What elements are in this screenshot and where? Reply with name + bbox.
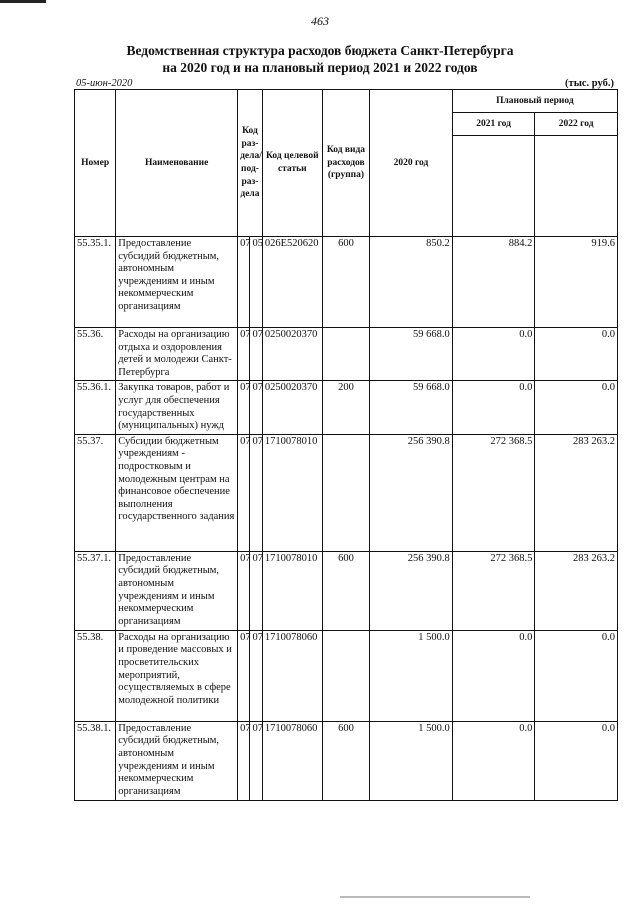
table-row <box>75 328 618 381</box>
header-expense-type-code: Код вида расходов (группа) <box>322 90 369 237</box>
row-target-code: 0250020370 <box>262 328 322 381</box>
row-subsection: 07 <box>250 328 262 381</box>
row-subsection: 07 <box>250 721 262 800</box>
row-amount-2021: 272 368.5 <box>452 434 535 551</box>
row-name: Закупка товаров, работ и услуг для обеспечения государственных (муниципальных) нужд <box>116 381 238 434</box>
row-name: Предоставление субсидий бюджетным, автономным учреждениям и иным некоммерческим организациям <box>116 237 238 328</box>
document-title <box>0 42 640 76</box>
scan-artifact <box>340 896 530 898</box>
row-expense-type: 200 <box>322 381 369 434</box>
row-amount-2022: 0.0 <box>535 381 618 434</box>
table-row <box>75 551 618 630</box>
report-date: 05-июн-2020 <box>76 78 133 89</box>
row-section: 07 <box>238 328 250 381</box>
row-expense-type <box>322 630 369 721</box>
title-line-1: Ведомственная структура расходов бюджета Санкт-Петербурга <box>126 43 514 58</box>
row-expense-type: 600 <box>322 237 369 328</box>
row-section: 07 <box>238 434 250 551</box>
row-name: Субсидии бюджетным учреждениям - подростковым и молодежным центрам на финансовое обеспечение выполнения государственного задания <box>116 434 238 551</box>
row-amount-2022: 0.0 <box>535 630 618 721</box>
row-target-code: 1710078010 <box>262 551 322 630</box>
table-row <box>75 630 618 721</box>
title-line-2: на 2020 год и на плановый период 2021 и 2022 годов <box>162 60 478 75</box>
row-name: Предоставление субсидий бюджетным, автономным учреждениям и иным некоммерческим организациям <box>116 721 238 800</box>
row-amount-2022: 919.6 <box>535 237 618 328</box>
row-number: 55.36. <box>75 328 116 381</box>
page-number: 463 <box>311 14 329 28</box>
row-number: 55.37. <box>75 434 116 551</box>
header-year-2020: 2020 год <box>370 90 453 237</box>
row-section: 07 <box>238 381 250 434</box>
header-section-code: Код раз-дела/ под-раз-дела <box>238 90 263 237</box>
row-amount-2022: 0.0 <box>535 328 618 381</box>
row-amount-2020: 1 500.0 <box>370 630 453 721</box>
header-plan-period: Плановый период <box>452 90 617 113</box>
row-number: 55.38.1. <box>75 721 116 800</box>
row-target-code: 1710078060 <box>262 630 322 721</box>
units-label: (тыс. руб.) <box>565 78 614 89</box>
row-amount-2022: 283 263.2 <box>535 434 618 551</box>
row-number: 55.38. <box>75 630 116 721</box>
row-name: Расходы на организацию и проведение массовых и просветительских мероприятий, осуществляемых в сфере молодежной политики <box>116 630 238 721</box>
row-amount-2020: 1 500.0 <box>370 721 453 800</box>
row-amount-2021: 0.0 <box>452 630 535 721</box>
scan-artifact <box>0 0 46 3</box>
row-target-code: 026E520620 <box>262 237 322 328</box>
row-number: 55.36.1. <box>75 381 116 434</box>
row-target-code: 0250020370 <box>262 381 322 434</box>
row-section: 07 <box>238 721 250 800</box>
row-amount-2021: 0.0 <box>452 328 535 381</box>
row-subsection: 07 <box>250 630 262 721</box>
row-amount-2021: 884.2 <box>452 237 535 328</box>
row-amount-2021: 272 368.5 <box>452 551 535 630</box>
row-amount-2021: 0.0 <box>452 381 535 434</box>
budget-table <box>74 89 618 801</box>
row-target-code: 1710078060 <box>262 721 322 800</box>
row-amount-2021: 0.0 <box>452 721 535 800</box>
row-subsection: 07 <box>250 434 262 551</box>
header-number: Номер <box>75 90 116 237</box>
row-section: 07 <box>238 630 250 721</box>
row-amount-2020: 59 668.0 <box>370 381 453 434</box>
row-name: Предоставление субсидий бюджетным, автономным учреждениям и иным некоммерческим организациям <box>116 551 238 630</box>
row-subsection: 07 <box>250 551 262 630</box>
row-target-code: 1710078010 <box>262 434 322 551</box>
row-amount-2022: 0.0 <box>535 721 618 800</box>
table-row <box>75 434 618 551</box>
row-number: 55.37.1. <box>75 551 116 630</box>
row-expense-type <box>322 328 369 381</box>
row-section: 07 <box>238 551 250 630</box>
row-expense-type: 600 <box>322 721 369 800</box>
table-row <box>75 381 618 434</box>
table-row <box>75 721 618 800</box>
table-row <box>75 237 618 328</box>
row-subsection: 05 <box>250 237 262 328</box>
header-target-code: Код целевой статьи <box>262 90 322 237</box>
header-year-2021: 2021 год <box>452 113 535 136</box>
row-number: 55.35.1. <box>75 237 116 328</box>
row-name: Расходы на организацию отдыха и оздоровления детей и молодежи Санкт-Петербурга <box>116 328 238 381</box>
row-subsection: 07 <box>250 381 262 434</box>
row-amount-2022: 283 263.2 <box>535 551 618 630</box>
row-expense-type: 600 <box>322 551 369 630</box>
header-name: Наименование <box>116 90 238 237</box>
row-section: 07 <box>238 237 250 328</box>
header-year-2022: 2022 год <box>535 113 618 136</box>
row-expense-type <box>322 434 369 551</box>
row-amount-2020: 256 390.8 <box>370 551 453 630</box>
row-amount-2020: 850.2 <box>370 237 453 328</box>
header-spacer <box>535 136 618 237</box>
header-spacer <box>452 136 535 237</box>
row-amount-2020: 59 668.0 <box>370 328 453 381</box>
row-amount-2020: 256 390.8 <box>370 434 453 551</box>
